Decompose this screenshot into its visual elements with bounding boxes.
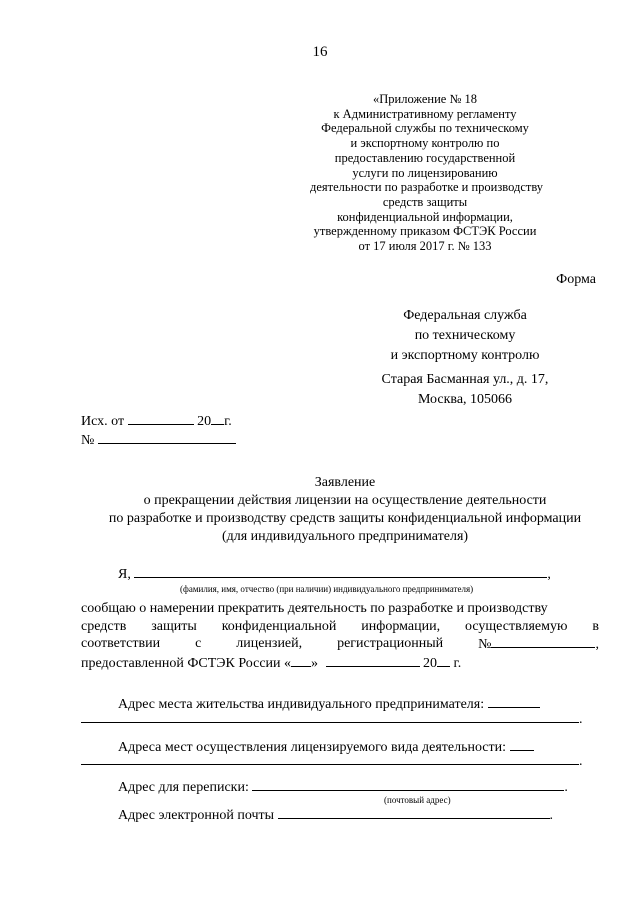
body-line: [81, 618, 599, 636]
postal-caption: (почтовый адрес): [384, 795, 451, 805]
body-paragraph: [81, 600, 599, 672]
period: .: [579, 712, 583, 727]
applicant-row: [118, 565, 551, 583]
addressee-line: Старая Басманная ул., д. 17,: [381, 372, 549, 387]
body-word: регистрационный: [337, 636, 444, 651]
body-word: соответствии: [81, 636, 161, 651]
addressee-block: [360, 306, 570, 410]
annex-line: и экспортному контролю по: [350, 136, 500, 151]
residence-label: Адрес места жительства индивидуального предпринимателя:: [118, 697, 485, 712]
residence-blank[interactable]: [488, 695, 540, 708]
residence-row-2: [81, 710, 583, 728]
body-word: ,: [595, 637, 599, 652]
body-word: осуществляемую: [465, 618, 568, 634]
addressee-line: Москва, 105066: [417, 392, 513, 407]
email-blank[interactable]: [278, 806, 550, 819]
issue-month-blank[interactable]: [326, 654, 420, 667]
email-label: Адрес электронной почты: [118, 808, 275, 823]
applicant-prefix: Я,: [118, 567, 131, 582]
issue-day-blank[interactable]: [291, 654, 311, 667]
outgoing-number-row: [81, 431, 236, 449]
activity-label: Адреса мест осуществления лицензируемого вида деятельности:: [118, 740, 507, 755]
period: .: [564, 780, 568, 795]
annex-line: «Приложение № 18: [372, 92, 478, 106]
body-word: конфиденциальной: [221, 618, 337, 634]
residence-blank-2[interactable]: [81, 710, 579, 723]
body-word: информации,: [361, 618, 441, 634]
page-number: 16: [312, 44, 328, 60]
addressee-line: и экспортному контролю: [390, 348, 540, 363]
outgoing-year-suffix: г.: [224, 414, 232, 429]
title-line: (для индивидуального предпринимателя): [221, 529, 469, 544]
body-line-text: сообщаю о намерении прекратить деятельность по разработке и производству: [81, 601, 548, 616]
document-title: [0, 474, 640, 546]
form-label: Форма: [556, 272, 596, 287]
period: .: [579, 754, 583, 769]
outgoing-number-blank[interactable]: [98, 431, 236, 444]
annex-block: [310, 92, 544, 254]
title-line: о прекращении действия лицензии на осуществление деятельности: [143, 493, 547, 508]
addressee-line: по техническому: [414, 328, 516, 343]
body-word: »: [311, 655, 319, 671]
activity-blank[interactable]: [510, 738, 534, 751]
registration-number-blank[interactable]: [491, 635, 595, 648]
body-word: защиты: [151, 618, 197, 634]
outgoing-date-row: [81, 412, 232, 430]
body-word: №: [478, 637, 492, 652]
outgoing-year-blank[interactable]: [211, 412, 224, 425]
annex-line: от 17 июля 2017 г. № 133: [358, 239, 492, 254]
postal-blank[interactable]: [252, 778, 564, 791]
applicant-caption: (фамилия, имя, отчество (при наличии) индивидуального предпринимателя): [180, 584, 474, 594]
annex-line: средств защиты: [382, 194, 468, 209]
annex-line: предоставлению государственной: [334, 150, 516, 165]
annex-line: Федеральной службы по техническому: [321, 121, 529, 136]
activity-blank-2[interactable]: [81, 752, 579, 765]
body-word: предоставленной ФСТЭК России «: [81, 655, 292, 671]
body-word: г.: [453, 655, 462, 671]
issue-year-blank[interactable]: [437, 654, 450, 667]
period: .: [549, 808, 554, 823]
activity-row-2: [81, 752, 583, 770]
addressee-line: Федеральная служба: [403, 308, 527, 323]
annex-line: конфиденциальной информации,: [337, 209, 513, 224]
outgoing-prefix: Исх. от: [81, 414, 125, 429]
annex-line: утвержденному приказом ФСТЭК России: [313, 224, 537, 239]
outgoing-date-blank[interactable]: [128, 412, 194, 425]
postal-row: [118, 778, 568, 796]
outgoing-number-label: №: [81, 433, 95, 448]
body-word: в: [592, 618, 599, 634]
email-row: [118, 806, 553, 824]
annex-line: деятельности по разработке и производству: [310, 180, 544, 195]
title-line: по разработке и производству средств защиты конфиденциальной информации: [108, 511, 582, 526]
body-word: с: [195, 636, 202, 651]
body-line: [81, 600, 599, 618]
body-word: лицензией,: [236, 636, 303, 651]
body-line: [81, 654, 599, 673]
outgoing-year-prefix: 20: [197, 414, 212, 429]
body-line: [81, 635, 599, 654]
body-word: средств: [81, 618, 127, 634]
applicant-suffix: ,: [547, 567, 551, 582]
postal-label: Адрес для переписки:: [118, 780, 249, 795]
annex-line: к Административному регламенту: [333, 106, 517, 121]
applicant-name-blank[interactable]: [134, 565, 547, 578]
annex-line: услуги по лицензированию: [352, 165, 498, 180]
title-heading: Заявление: [314, 475, 376, 490]
body-word: 20: [423, 655, 438, 671]
